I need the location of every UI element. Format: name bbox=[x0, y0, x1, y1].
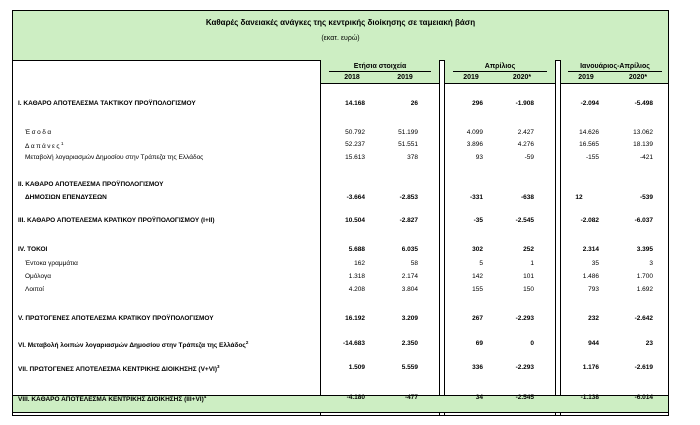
table-header bbox=[13, 11, 668, 61]
table-cell: -2.293 bbox=[515, 364, 534, 371]
footnote-marker: 1 bbox=[61, 141, 66, 146]
table-cell: 101 bbox=[523, 273, 534, 280]
footnote-marker: 4 bbox=[203, 394, 207, 399]
table-cell: 3 bbox=[649, 260, 653, 267]
table-cell: -2.545 bbox=[515, 217, 534, 224]
footnote-marker: 2 bbox=[245, 340, 249, 345]
row-label-text: Μεταβολή λογαριασμών Δημοσίου στην Τράπεζα της Ελλάδος bbox=[25, 154, 204, 161]
row-label-text: Έσοδα bbox=[25, 129, 53, 136]
table-cell: 3.896 bbox=[466, 141, 483, 148]
row-label-text: Δαπάνες bbox=[25, 143, 62, 151]
table-cell: 4.208 bbox=[348, 286, 365, 293]
table-cell: 302 bbox=[472, 246, 483, 253]
group-header-jan-apr: Ιανουάριος-Απρίλιος bbox=[568, 63, 662, 72]
table-cell: 232 bbox=[588, 315, 599, 322]
table-cell: 4.099 bbox=[466, 129, 483, 136]
table-cell: 16.565 bbox=[579, 141, 599, 148]
table-cell: 155 bbox=[472, 286, 483, 293]
table-cell: -2.094 bbox=[580, 100, 599, 107]
column-divider bbox=[560, 60, 561, 415]
table-cell: -6.014 bbox=[634, 394, 653, 401]
row-label-text: VIII. ΚΑΘΑΡΟ ΑΠΟΤΕΛΕΣΜΑ ΚΕΝΤΡΙΚΗΣ ΔΙΟΙΚΗΣΗΣ (III+VI) bbox=[18, 396, 204, 404]
table-cell: -1.908 bbox=[515, 100, 534, 107]
row-label bbox=[18, 100, 196, 107]
table-cell: 14.168 bbox=[345, 100, 365, 107]
table-cell: -2.619 bbox=[634, 364, 653, 371]
row-label-text: III. ΚΑΘΑΡΟ ΑΠΟΤΕΛΕΣΜΑ ΚΡΑΤΙΚΟΥ ΠΡΟΫΠΟΛΟΓΙΣΜΟΥ (I+II) bbox=[18, 217, 215, 224]
table-cell: -5.498 bbox=[634, 100, 653, 107]
table-cell: -2.082 bbox=[580, 217, 599, 224]
row-label bbox=[25, 141, 65, 150]
table-cell: 26 bbox=[410, 100, 418, 107]
table-cell: 35 bbox=[591, 260, 599, 267]
table-cell: -6.037 bbox=[634, 217, 653, 224]
table-cell: 162 bbox=[354, 260, 365, 267]
row-label-text: Λοιποί bbox=[25, 286, 44, 293]
table-cell: 267 bbox=[472, 315, 483, 322]
table-cell: 12 bbox=[575, 194, 583, 201]
table-cell: 58 bbox=[410, 260, 418, 267]
table-cell: 1.486 bbox=[582, 273, 599, 280]
row-label bbox=[18, 394, 206, 403]
table-cell: 23 bbox=[645, 340, 653, 347]
table-cell: 2.174 bbox=[401, 273, 418, 280]
year-header: 2019 bbox=[463, 74, 479, 81]
group-header-april: Απρίλιος bbox=[453, 63, 547, 72]
table-cell: 6.035 bbox=[401, 246, 418, 253]
row-label bbox=[25, 273, 51, 280]
table-cell: 336 bbox=[472, 364, 483, 371]
table-cell: 793 bbox=[588, 286, 599, 293]
row-label-text: Ομόλογα bbox=[25, 273, 52, 280]
row-label bbox=[18, 315, 214, 322]
group-header-annual: Ετήσια στοιχεία bbox=[329, 63, 431, 72]
row-label bbox=[18, 246, 47, 253]
year-header: 2020* bbox=[512, 74, 532, 81]
row-label-text: I. ΚΑΘΑΡΟ ΑΠΟΤΕΛΕΣΜΑ ΤΑΚΤΙΚΟΥ ΠΡΟΫΠΟΛΟΓΙΣΜΟΥ bbox=[18, 100, 196, 107]
table-cell: 18.139 bbox=[633, 141, 653, 148]
table-cell: 3.395 bbox=[636, 246, 653, 253]
table-cell: 5.559 bbox=[401, 364, 418, 371]
table-cell: 4.276 bbox=[517, 141, 534, 148]
year-header: 2019 bbox=[397, 74, 413, 81]
table-cell: -539 bbox=[639, 194, 653, 201]
year-header: 2018 bbox=[344, 74, 360, 81]
row-label bbox=[18, 217, 215, 224]
table-cell: 1.176 bbox=[582, 364, 599, 371]
table-cell: 51.199 bbox=[398, 129, 418, 136]
table-cell: 5 bbox=[479, 260, 483, 267]
table-cell: -35 bbox=[473, 217, 483, 224]
table-cell: 3.804 bbox=[401, 286, 418, 293]
table-cell: 1 bbox=[530, 260, 534, 267]
table-cell: 378 bbox=[407, 154, 418, 161]
table-cell: 2.350 bbox=[401, 340, 418, 347]
table-cell: -2.293 bbox=[515, 315, 534, 322]
table-cell: 1.692 bbox=[636, 286, 653, 293]
row-label bbox=[25, 129, 53, 136]
row-label bbox=[25, 154, 203, 161]
row-label-text: ΔΗΜΟΣΙΩΝ ΕΠΕΝΔΥΣΕΩΝ bbox=[25, 194, 107, 201]
table-cell: 14.626 bbox=[579, 129, 599, 136]
table-cell: 13.062 bbox=[633, 129, 653, 136]
table-cell: -2.853 bbox=[399, 194, 418, 201]
table-cell: 93 bbox=[475, 154, 483, 161]
table-cell: -4.180 bbox=[346, 394, 365, 401]
table-title: Καθαρές δανειακές ανάγκες της κεντρικής διοίκησης σε ταμειακή βάση bbox=[205, 18, 476, 27]
table-cell: 142 bbox=[472, 273, 483, 280]
row-label-text: Έντοκα γραμμάτια bbox=[25, 260, 78, 267]
table-cell: 944 bbox=[588, 340, 599, 347]
column-divider bbox=[555, 60, 556, 415]
row-label bbox=[18, 181, 163, 188]
table-cell: 296 bbox=[472, 100, 483, 107]
table-cell: 1.509 bbox=[348, 364, 365, 371]
table-cell: -2.545 bbox=[515, 394, 534, 401]
table-cell: -477 bbox=[404, 394, 418, 401]
row-label bbox=[25, 260, 78, 267]
table-cell: -155 bbox=[585, 154, 599, 161]
table-cell: 3.209 bbox=[401, 315, 418, 322]
row-label-text: VI. Μεταβολή λοιπών λογαριασμών Δημοσίου στην Τράπεζα της Ελλάδος bbox=[18, 342, 246, 350]
table-cell: 34 bbox=[475, 394, 483, 401]
table-cell: -331 bbox=[469, 194, 483, 201]
table-cell: 15.613 bbox=[345, 154, 365, 161]
row-label bbox=[25, 194, 107, 201]
table-cell: 150 bbox=[523, 286, 534, 293]
table-cell: 51.551 bbox=[398, 141, 418, 148]
table-cell: -2.827 bbox=[399, 217, 418, 224]
table-cell: 16.192 bbox=[345, 315, 365, 322]
table-cell: -638 bbox=[520, 194, 534, 201]
table-cell: -2.642 bbox=[634, 315, 653, 322]
table-cell: -1.138 bbox=[580, 394, 599, 401]
table-cell: 50.792 bbox=[345, 129, 365, 136]
table-cell: 2.314 bbox=[582, 246, 599, 253]
year-header: 2020* bbox=[628, 74, 648, 81]
row-label-text: VII. ΠΡΩΤΟΓΕΝΕΣ ΑΠΟΤΕΛΕΣΜΑ ΚΕΝΤΡΙΚΗΣ ΔΙΟΙΚΗΣΗΣ (V+VI) bbox=[18, 366, 218, 374]
footnote-marker: 3 bbox=[217, 364, 220, 369]
table-cell: 252 bbox=[523, 246, 534, 253]
column-divider bbox=[444, 60, 445, 415]
table-cell: 5.688 bbox=[348, 246, 365, 253]
table-cell: 1.700 bbox=[636, 273, 653, 280]
table-cell: -59 bbox=[524, 154, 534, 161]
table-cell: -3.664 bbox=[346, 194, 365, 201]
row-label bbox=[25, 286, 44, 293]
year-header: 2019 bbox=[578, 74, 594, 81]
table-cell: 52.237 bbox=[345, 141, 365, 148]
column-divider bbox=[439, 60, 440, 415]
table-subtitle: (εκατ. ευρώ) bbox=[321, 35, 360, 42]
table-cell: -14.683 bbox=[342, 340, 365, 347]
row-separator bbox=[13, 412, 668, 413]
table-cell: 69 bbox=[475, 340, 483, 347]
table-cell: 0 bbox=[530, 340, 534, 347]
table-cell: 1.318 bbox=[348, 273, 365, 280]
table-cell: -421 bbox=[639, 154, 653, 161]
table-cell: 10.504 bbox=[345, 217, 365, 224]
table-frame bbox=[12, 10, 669, 416]
column-divider bbox=[320, 60, 321, 415]
row-label bbox=[18, 340, 248, 349]
row-label-text: V. ΠΡΩΤΟΓΕΝΕΣ ΑΠΟΤΕΛΕΣΜΑ ΚΡΑΤΙΚΟΥ ΠΡΟΫΠΟΛΟΓΙΣΜΟΥ bbox=[18, 315, 214, 322]
table-cell: 2.427 bbox=[517, 129, 534, 136]
row-label-text: II. ΚΑΘΑΡΟ ΑΠΟΤΕΛΕΣΜΑ ΠΡΟΫΠΟΛΟΓΙΣΜΟΥ bbox=[18, 181, 164, 188]
row-label-text: IV. ΤΟΚΟΙ bbox=[18, 246, 48, 253]
row-label bbox=[18, 364, 220, 373]
